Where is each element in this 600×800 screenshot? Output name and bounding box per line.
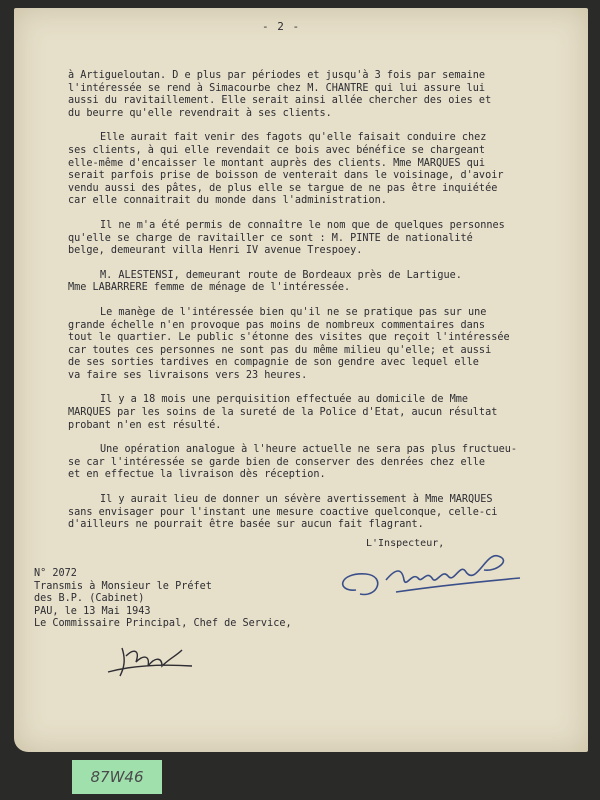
paragraph: Le manège de l'intéressée bien qu'il ne se pratique pas sur une grande échelle n'en provoque pas moins de nombreux commentaires dans tout le quartier. Le public s'étonne des visites que reçoit l'intéressée car toutes ces personnes ne sont pas du même milieu qu'elle; et aussi de ses sorties tardives en compagnie de son gendre avec lequel elle va faire ses livraisons vers 23 heures. <box>68 306 510 381</box>
page-number: - 2 - <box>262 20 301 33</box>
paragraph: M. ALESTENSI, demeurant route de Bordeaux près de Lartigue. Mme LABARRERE femme de ménage de l'intéressée. <box>68 269 462 294</box>
paragraph: Il ne m'a été permis de connaître le nom que de quelques personnes qu'elle se charge de ravitailler ce sont : M. PINTE de nationalité belge, demeurant villa Henri IV avenue Trespoey. <box>68 219 505 257</box>
paragraph: Elle aurait fait venir des fagots qu'elle faisait conduire chez ses clients, à qui elle revendait ce bois avec bénéfice se chargeant elle-même d'encaisser le montant auprès des clients. Mme MARQUES qui serait parfois prise de boisson de venterait dans le voisinage, d'avoir vendu aussi des pâtes, de plus elle se targue de ne pas être inquiétée car elle connaitrait du monde dans l'administration. <box>68 132 504 207</box>
footer-line: PAU, le 13 Mai 1943 <box>34 605 151 617</box>
paragraph: Une opération analogue à l'heure actuelle ne sera pas plus fructueu- se car l'intéressée se garde bien de conserver des denrées chez elle et en effectue la livraison dès réception. <box>68 444 518 481</box>
paragraph: Il y a 18 mois une perquisition effectuée au domicile de Mme MARQUES par les soins de la sureté de la Police d'Etat, aucun résultat probant n'en est résulté. <box>68 394 498 431</box>
transmittal-footer <box>34 568 292 631</box>
footer-line: Transmis à Monsieur le Préfet <box>34 580 212 592</box>
inspector-signature-icon <box>326 528 546 608</box>
commissaire-signature-icon <box>100 636 200 680</box>
paragraph: à Artigueloutan. D e plus par périodes et jusqu'à 3 fois par semaine l'intéressée se rend à Simacourbe chez M. CHANTRE qui lui assure lui aussi du ravitaillement. Elle serait ainsi allée chercher des oies et du beurre qu'elle revendrait à ses clients. <box>68 70 492 119</box>
footer-line: Le Commissaire Principal, Chef de Service, <box>34 618 292 630</box>
footer-line: des B.P. (Cabinet) <box>34 593 145 605</box>
document-page <box>14 8 588 752</box>
letter-body <box>68 70 588 544</box>
archive-tag: 87W46 <box>72 760 162 794</box>
inspector-title: L'Inspecteur, <box>366 538 445 549</box>
paragraph: Il y aurait lieu de donner un sévère avertissement à Mme MARQUES sans envisager pour l'instant une mesure coactive quelconque, celle-ci d'ailleurs ne pourrait être basée sur aucun fait flagrant. <box>68 494 498 531</box>
reference-number: N° 2072 <box>34 568 77 579</box>
